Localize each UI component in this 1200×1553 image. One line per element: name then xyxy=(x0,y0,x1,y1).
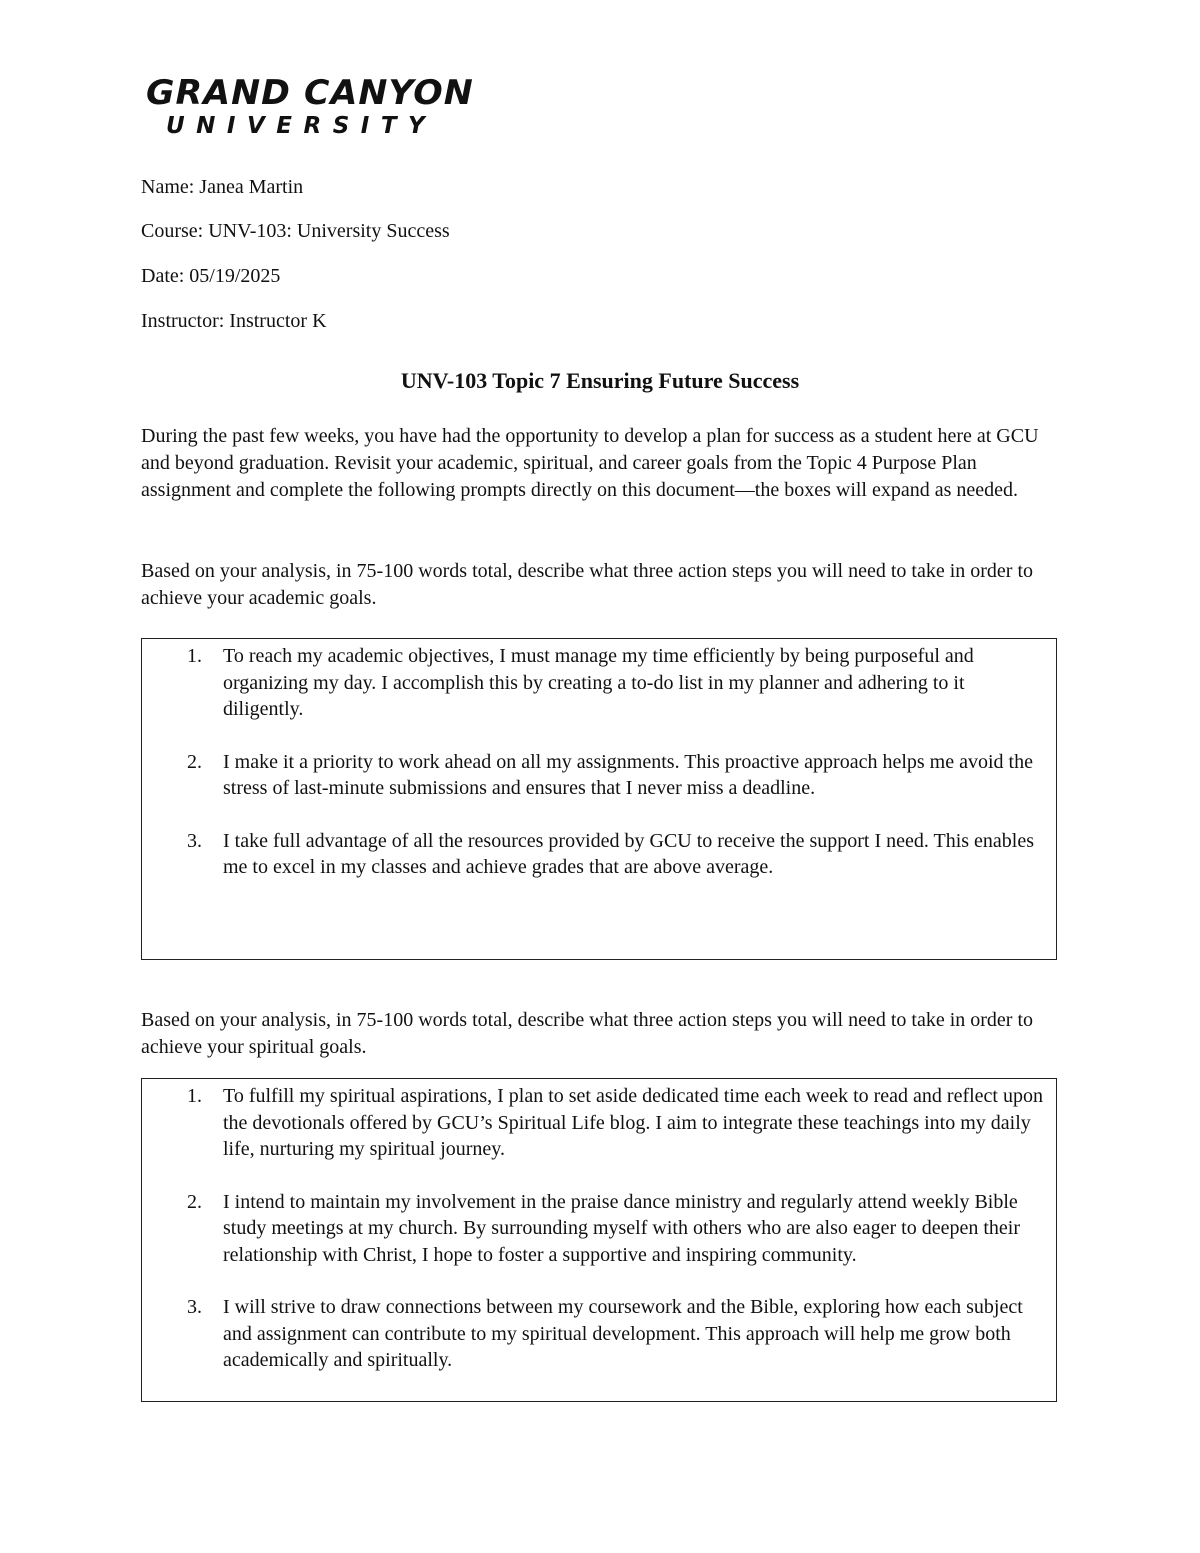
list-number: 3. xyxy=(187,829,202,852)
list-item xyxy=(142,1083,1056,1163)
list-item xyxy=(142,643,1056,723)
list-item xyxy=(142,749,1056,802)
instructor-name: Instructor: Instructor K xyxy=(141,310,327,332)
list-item-text: I make it a priority to work ahead on all my assignments. This proactive approach helps me avoid the stress of last-minute submissions and ensures that I never miss a deadline. xyxy=(223,750,1033,799)
list-item xyxy=(142,1189,1056,1269)
academic-answer-box[interactable] xyxy=(141,638,1057,960)
logo-wordmark-line2: UNIVERSITY xyxy=(166,113,437,139)
academic-steps-list xyxy=(142,643,1056,881)
list-number: 2. xyxy=(187,750,202,773)
list-item xyxy=(142,1294,1056,1374)
course-name: Course: UNV-103: University Success xyxy=(141,220,450,242)
spiritual-answer-box[interactable] xyxy=(141,1078,1057,1402)
list-number: 1. xyxy=(187,645,202,667)
list-item-text: To fulfill my spiritual aspirations, I plan to set aside dedicated time each week to read and reflect upon the devotionals offered by GCU’s Spiritual Life blog. I aim to integrate these teachings into my daily life, nurturing my spiritual journey. xyxy=(223,1085,1043,1160)
logo-wordmark-line1: GRAND CANYON xyxy=(146,73,474,113)
page-title: UNV-103 Topic 7 Ensuring Future Success xyxy=(400,368,800,393)
list-number: 3. xyxy=(187,1296,202,1318)
list-item-text: To reach my academic objectives, I must manage my time efficiently by being purposeful and organizing my day. I accomplish this by creating a to-do list in my planner and adhering to it diligently. xyxy=(223,645,974,720)
academic-prompt: Based on your analysis, in 75-100 words total, describe what three action steps you will need to take in order to achieve your academic goals. xyxy=(141,560,1034,609)
spiritual-prompt: Based on your analysis, in 75-100 words total, describe what three action steps you will need to take in order to achieve your spiritual goals. xyxy=(141,1009,1034,1058)
list-item-text: I intend to maintain my involvement in the praise dance ministry and regularly attend weekly Bible study meetings at my church. By surrounding myself with others who are also eager to deepen their relationship with Christ, I hope to foster a supportive and inspiring community. xyxy=(223,1190,1021,1266)
list-item xyxy=(142,828,1056,881)
list-number: 1. xyxy=(187,1085,202,1107)
submission-date: Date: 05/19/2025 xyxy=(141,265,281,287)
student-name: Name: Janea Martin xyxy=(141,176,304,198)
list-item-text: I will strive to draw connections between my coursework and the Bible, exploring how each subject and assignment can contribute to my spiritual development. This approach will help me grow both academically and spiritually. xyxy=(223,1296,1023,1371)
intro-paragraph: During the past few weeks, you have had the opportunity to develop a plan for success as a student here at GCU and beyond graduation. Revisit your academic, spiritual, and career goals from the Topic 4 Purpose Plan assignment and complete the following prompts directly on this document—the boxes will expand as needed. xyxy=(141,425,1039,501)
list-item-text: I take full advantage of all the resources provided by GCU to receive the support I need. This enables me to excel in my classes and achieve grades that are above average. xyxy=(223,829,1035,878)
spiritual-steps-list xyxy=(142,1083,1056,1374)
list-number: 2. xyxy=(187,1190,202,1213)
university-logo xyxy=(146,73,474,144)
